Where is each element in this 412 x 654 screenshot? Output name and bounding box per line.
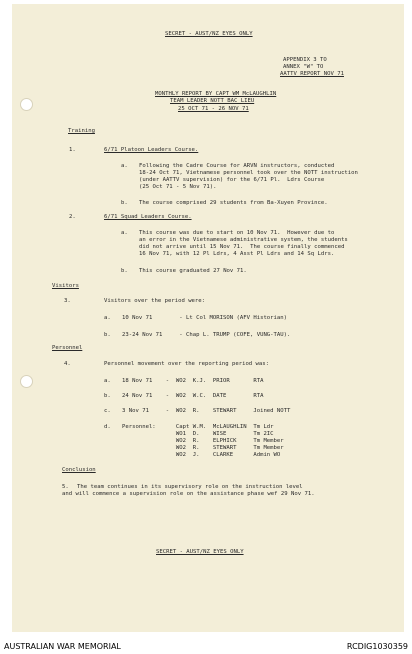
report-title: 25 OCT 71 - 26 NOV 71 bbox=[178, 106, 249, 112]
paragraph-line: The team continues in its supervisory role on the instruction level bbox=[77, 484, 303, 490]
sub-label: d. bbox=[104, 424, 111, 430]
appendix-line: ANNEX "W" TO bbox=[283, 64, 324, 70]
sub-label: b. bbox=[104, 393, 111, 399]
sub-label: b. bbox=[104, 332, 111, 338]
item-number: 3. bbox=[64, 298, 71, 304]
personnel-entry: 3 Nov 71 - WO2 R. STEWART Joined NOTT bbox=[122, 408, 291, 414]
appendix-line: APPENDIX 3 TO bbox=[283, 57, 327, 63]
sub-label: a. bbox=[121, 230, 128, 236]
item-number: 1. bbox=[69, 147, 76, 153]
report-title: TEAM LEADER NOTT BAC LIEU bbox=[170, 98, 255, 104]
visitor-entry: 10 Nov 71 - Lt Col MORISON (AFV Historian) bbox=[122, 315, 288, 321]
paragraph-line: 16 Nov 71, with 12 Pl Ldrs, 4 Asst Pl Ldrs and 14 Sq Ldrs. bbox=[139, 251, 335, 257]
paragraph-line: and will commence a supervision role on the assistance phase wef 29 Nov 71. bbox=[62, 491, 315, 497]
item-number: 5. bbox=[62, 484, 69, 490]
paragraph-line: 18-24 Oct 71, Vietnamese personnel took over the NOTT instruction bbox=[139, 170, 358, 176]
paragraph-line: an error in the Vietnamese administrative system, the students bbox=[139, 237, 348, 243]
item-title: 6/71 Platoon Leaders Course. bbox=[104, 147, 199, 153]
item-title: 6/71 Squad Leaders Course. bbox=[104, 214, 192, 220]
roster-line: WO2 R. ELPHICK Tm Member bbox=[122, 438, 284, 444]
item-number: 4. bbox=[64, 361, 71, 367]
archive-footer bbox=[0, 634, 412, 654]
report-title: MONTHLY REPORT BY CAPT WM McLAUGHLIN bbox=[155, 91, 277, 97]
paragraph-line: This course graduated 27 Nov 71. bbox=[139, 268, 247, 274]
sub-label: b. bbox=[121, 268, 128, 274]
personnel-entry: 18 Nov 71 - WO2 K.J. PRIOR RTA bbox=[122, 378, 264, 384]
paragraph-line: Personnel movement over the reporting period was: bbox=[104, 361, 270, 367]
roster-line: WO2 J. CLARKE Admin WO bbox=[122, 452, 281, 458]
security-header: SECRET - AUST/NZ EYES ONLY bbox=[165, 31, 253, 37]
section-heading-personnel: Personnel bbox=[52, 345, 83, 351]
roster-line: Personnel: Capt W.M. McLAUGHLIN Tm Ldr bbox=[122, 424, 274, 430]
paragraph-line: (25 Oct 71 - 5 Nov 71). bbox=[139, 184, 217, 190]
paragraph-line: The course comprised 29 students from Ba-Xuyen Province. bbox=[139, 200, 328, 206]
punch-hole bbox=[20, 98, 33, 111]
sub-label: a. bbox=[104, 378, 111, 384]
paragraph-line: This course was due to start on 10 Nov 71. However due to bbox=[139, 230, 335, 236]
punch-hole bbox=[20, 375, 33, 388]
sub-label: c. bbox=[104, 408, 111, 414]
sub-label: a. bbox=[104, 315, 111, 321]
security-footer: SECRET - AUST/NZ EYES ONLY bbox=[156, 549, 244, 555]
paragraph-line: Visitors over the period were: bbox=[104, 298, 206, 304]
section-heading-visitors: Visitors bbox=[52, 283, 79, 289]
sub-label: a. bbox=[121, 163, 128, 169]
roster-line: WO2 R. STEWART Tm Member bbox=[122, 445, 284, 451]
item-number: 2. bbox=[69, 214, 76, 220]
section-heading-conclusion: Conclusion bbox=[62, 467, 96, 473]
appendix-line: AATTV REPORT NOV 71 bbox=[280, 71, 344, 77]
paragraph-line: (under AATTV supervision) for the 6/71 Pl. Ldrs Course bbox=[139, 177, 325, 183]
roster-line: WO1 D. WISE Tm 2IC bbox=[122, 431, 274, 437]
sub-label: b. bbox=[121, 200, 128, 206]
paragraph-line: Following the Cadre Course for ARVN instructors, conducted bbox=[139, 163, 335, 169]
visitor-entry: 23-24 Nov 71 - Chap L. TRUMP (COFE, VUNG-TAU). bbox=[122, 332, 291, 338]
archive-id: RCDIG1030359 bbox=[346, 642, 408, 651]
section-heading-training: Training bbox=[68, 128, 95, 134]
personnel-entry: 24 Nov 71 - WO2 W.C. DATE RTA bbox=[122, 393, 264, 399]
paragraph-line: did not arrive until 15 Nov 71. The course finally commenced bbox=[139, 244, 345, 250]
archive-name: AUSTRALIAN WAR MEMORIAL bbox=[4, 642, 121, 651]
